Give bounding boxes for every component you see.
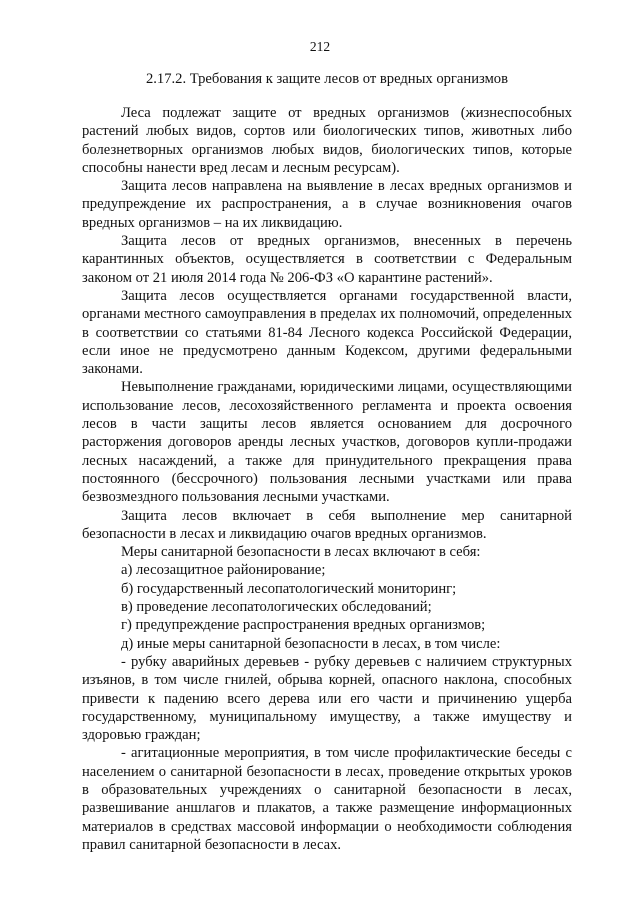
paragraph: Меры санитарной безопасности в лесах включают в себя:: [121, 544, 481, 561]
paragraph: Защита лесов направлена на выявление в лесах вредных организмов и предупреждение их распространения, а в случае возникновения очагов вредных организмов – на их ликвидацию.: [82, 178, 572, 231]
list-item: в) проведение лесопатологических обследований;: [121, 599, 432, 616]
body-text: [82, 104, 572, 854]
paragraph: Невыполнение гражданами, юридическими лицами, осуществляющими использование лесов, лесохозяйственного регламента и проекта освоения лесов в части защиты лесов является основанием для досрочного расторжения договоров аренды лесных участков, договоров купли-продажи лесных насаждений, а также для принудительного прекращения права постоянного (бессрочного) пользования лесными участками или права безвозмездного пользования лесными участками.: [82, 379, 572, 506]
section-heading: 2.17.2. Требования к защите лесов от вредных организмов: [145, 71, 508, 87]
list-item: д) иные меры санитарной безопасности в лесах, в том числе:: [121, 635, 501, 652]
page-number: 212: [309, 39, 331, 54]
paragraph: Защита лесов включает в себя выполнение мер санитарной безопасности в лесах и ликвидацию очагов вредных организмов.: [82, 507, 572, 542]
paragraph: Защита лесов от вредных организмов, внесенных в перечень карантинных объектов, осуществляется в соответствии с Федеральным законом от 21 июля 2014 года № 206-ФЗ «О карантине растений».: [82, 233, 572, 286]
list-item: б) государственный лесопатологический мониторинг;: [121, 580, 457, 597]
sub-list-item: - агитационные мероприятия, в том числе профилактические беседы с населением о санитарной безопасности в лесах, проведение открытых уроков в образовательных учреждениях о санитарной безопасности в лесах, развешивание аншлагов и плакатов, а также размещение информационных материалов в средствах массовой информации о необходимости соблюдения правил санитарной безопасности в лесах.: [82, 745, 572, 853]
list-item: г) предупреждение распространения вредных организмов;: [121, 617, 486, 634]
paragraph: Защита лесов осуществляется органами государственной власти, органами местного самоуправления в пределах их полномочий, определенных в соответствии со статьями 81-84 Лесного кодекса Российской Федерации, если иное не предусмотрено данным Кодексом, другими федеральными законами.: [82, 287, 572, 378]
paragraph: Леса подлежат защите от вредных организмов (жизнеспособных растений любых видов, сортов или биологических типов, животных либо болезнетворных организмов любых видов, биологических типов, которые способны нанести вред лесам и лесным ресурсам).: [82, 105, 572, 176]
sub-list-item: - рубку аварийных деревьев - рубку деревьев с наличием структурных изъянов, в том числе гнилей, обрыва корней, опасного наклона, способных привести к падению всего дерева или его части и причинению ущерба государственному, муниципальному имуществу, а также имуществу и здоровью граждан;: [82, 653, 572, 744]
list-item: а) лесозащитное районирование;: [121, 562, 326, 579]
